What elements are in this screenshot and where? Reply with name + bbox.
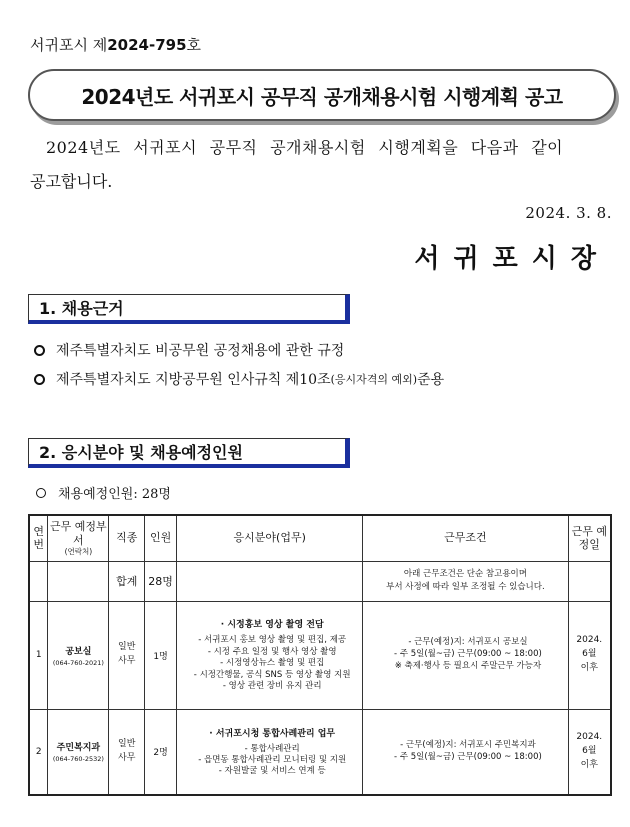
section-1-item-2 [34, 369, 444, 389]
header-count: 인원 [145, 515, 177, 561]
section-2-bullet [36, 483, 171, 502]
header-type: 직종 [109, 515, 145, 561]
task-title-text: 시정홍보 영상 촬영 전담 [227, 620, 324, 631]
section-1-heading [28, 294, 350, 324]
header-dept-label: 근무 예정부서 [50, 519, 107, 547]
task-list [182, 744, 362, 778]
section-1-item-1 [34, 340, 344, 360]
recruitment-table [28, 514, 612, 796]
dept-phone: (064-760-2532) [52, 755, 104, 764]
row-no: 2 [29, 709, 48, 795]
task-item: - 통합사례관리 [244, 743, 300, 754]
dept-name: 공보실 [65, 646, 92, 657]
announcement-date: 2024. 3. 8. [525, 204, 612, 222]
task-title-text: 서귀포시청 통합사례관리 업무 [215, 728, 336, 739]
row-dept [48, 709, 109, 795]
doc-number-prefix: 서귀포시 제 [30, 36, 108, 54]
task-item: - 읍면동 통합사례관리 모니터링 및 지원 [198, 755, 347, 766]
total-empty-field [177, 561, 363, 601]
table-header-row [29, 515, 611, 561]
circle-bullet-icon [34, 345, 45, 356]
row-field [177, 601, 363, 709]
task-list [182, 635, 362, 692]
total-note-line-2: 부서 사정에 따라 일부 조정될 수 있습니다. [386, 582, 545, 592]
table-row [29, 709, 611, 795]
date-line-1: 2024. [576, 635, 603, 646]
task-title: · 시정홍보 영상 촬영 전담 [220, 620, 324, 631]
row-dept [48, 601, 109, 709]
date-line-2: 6월 [582, 745, 597, 756]
type-line-1: 일반 [118, 738, 136, 749]
task-title: · 서귀포시청 통합사례관리 업무 [209, 728, 336, 739]
document-number [30, 34, 201, 55]
cond-item: - 근무(예정)지: 서귀포시 주민복지과 [400, 739, 536, 750]
doc-number-suffix: 호 [186, 36, 202, 54]
row-date [568, 601, 611, 709]
date-line-2: 6월 [582, 649, 597, 660]
table-row [29, 601, 611, 709]
type-line-1: 일반 [118, 642, 136, 653]
item-note: (응시자격의 예외) [330, 373, 418, 386]
type-line-2: 사무 [118, 656, 136, 666]
date-line-1: 2024. [576, 731, 603, 742]
row-date [568, 709, 611, 795]
date-line-3: 이후 [580, 662, 598, 673]
total-empty-no [29, 561, 48, 601]
type-line-2: 사무 [118, 752, 136, 763]
row-cond [363, 709, 568, 795]
header-date: 근무 예정일 [568, 515, 611, 561]
cond-item: - 주 5일(월~금) 근무(09:00 ~ 18:00) [394, 751, 542, 762]
total-empty-dept [48, 561, 109, 601]
total-note-line-1: 아래 근무조건은 단순 참고용이며 [403, 569, 527, 580]
issuer-name: 서귀포시장 [414, 244, 610, 274]
item-tail: 준용 [417, 372, 445, 388]
intro-line-1: 2024년도 서귀포시 공무직 공개채용시험 시행계획을 다음과 같이 [46, 138, 564, 157]
row-type [109, 709, 145, 795]
header-cond: 근무조건 [363, 515, 568, 561]
header-field: 응시분야(업무) [177, 515, 363, 561]
row-no: 1 [29, 601, 48, 709]
task-item: - 서귀포시 홍보 영상 촬영 및 편집, 제공 [198, 635, 347, 646]
row-type [109, 601, 145, 709]
page-title: 2024년도 서귀포시 공무직 공개채용시험 시행계획 공고 [81, 84, 563, 109]
cond-item: ※ 축제·행사 등 필요시 주말근무 가능자 [394, 660, 542, 671]
task-item: - 영상 관련 장비 유지 관리 [222, 681, 322, 692]
circle-bullet-icon [34, 374, 45, 385]
intro-line-2: 공고합니다. [30, 172, 113, 191]
header-no: 연번 [29, 515, 48, 561]
dept-name: 주민복지과 [56, 743, 101, 754]
item-text: 제주특별자치도 비공무원 공정채용에 관한 규정 [56, 343, 345, 359]
row-count: 1명 [145, 601, 177, 709]
row-count: 2명 [145, 709, 177, 795]
total-empty-date [568, 561, 611, 601]
cond-item: - 주 5일(월~금) 근무(09:00 ~ 18:00) [394, 649, 542, 660]
circle-bullet-icon [36, 488, 46, 498]
header-dept [48, 515, 109, 561]
task-item: - 시정영상뉴스 촬영 및 편집 [220, 658, 325, 669]
row-cond [363, 601, 568, 709]
section-1-title: 1. 채용근거 [39, 299, 124, 318]
table-total-row [29, 561, 611, 601]
intro-paragraph [30, 131, 612, 199]
cond-item: - 근무(예정)지: 서귀포시 공보실 [408, 637, 528, 648]
task-item: - 자원발굴 및 서비스 연계 등 [218, 766, 326, 777]
total-count: 28명 [145, 561, 177, 601]
doc-number-value: 2024-795 [107, 36, 187, 54]
section-2-title: 2. 응시분야 및 채용예정인원 [39, 443, 243, 462]
item-text: 제주특별자치도 지방공무원 인사규칙 제10조 [56, 372, 331, 388]
total-label: 합계 [109, 561, 145, 601]
dept-phone: (064-760-2021) [52, 658, 104, 667]
task-item: - 시정간행물, 공식 SNS 등 영상 촬영 지원 [193, 669, 351, 680]
task-item: - 시정 주요 일정 및 행사 영상 촬영 [207, 646, 337, 657]
row-field [177, 709, 363, 795]
title-banner [28, 69, 616, 121]
date-line-3: 이후 [580, 759, 598, 770]
recruit-count-text: 채용예정인원: 28명 [58, 487, 171, 502]
section-2-heading [28, 438, 350, 468]
total-note [363, 561, 568, 601]
header-dept-sub: (연락처) [64, 547, 93, 557]
